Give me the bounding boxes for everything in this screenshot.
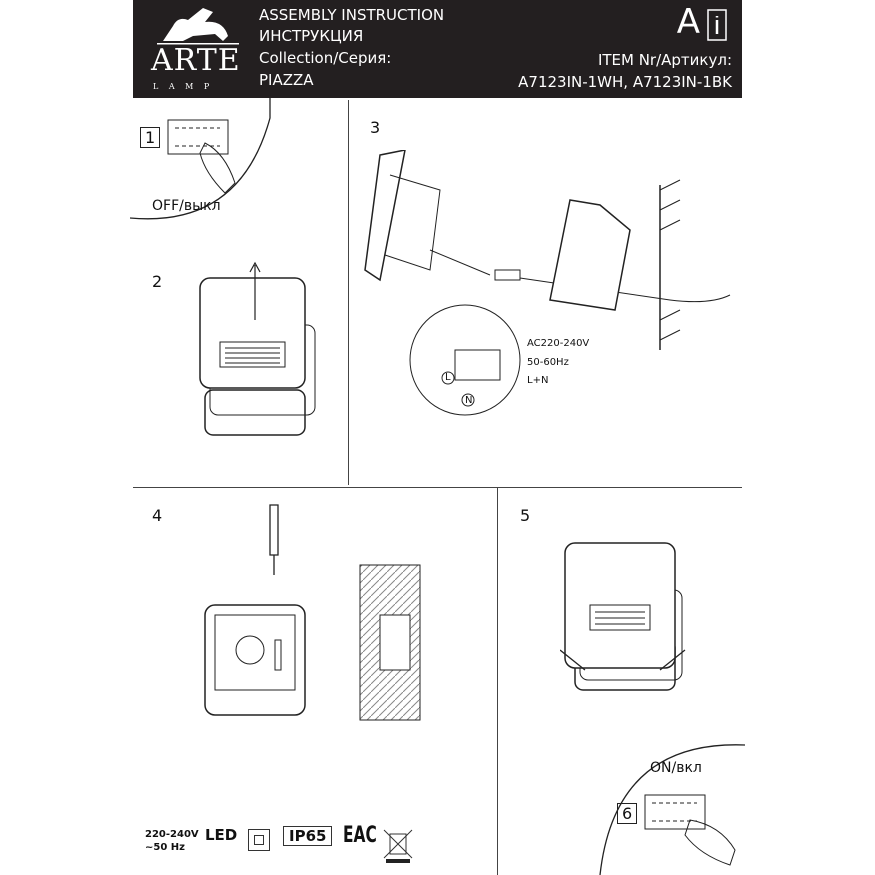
title-ru: ИНСТРУКЦИЯ [259,27,364,45]
step-number-4: 4 [152,506,163,525]
title-en: ASSEMBLY INSTRUCTION [259,6,445,24]
wiring-illustration [360,150,740,420]
switch-off-label: OFF/выкл [152,198,221,214]
step-number-1: 1 [140,127,160,148]
mounting-illustration [195,500,445,730]
divider [497,487,498,875]
n-terminal-label: N [465,395,473,406]
frequency-spec: 50-60Hz [527,357,569,368]
eac-mark: EAC [343,823,377,848]
instruction-book-icon [706,6,730,42]
switch-off-illustration [130,98,280,238]
collection-label: Collection/Серия: [259,49,392,67]
step-number-3: 3 [370,118,381,137]
wiring-spec: L+N [527,375,549,386]
l-terminal-label: L [445,372,451,383]
step-number-6: 6 [617,803,637,824]
item-label: ITEM Nr/Артикул: [597,51,732,69]
brand-sub: L A M P [153,82,214,91]
class-ii-icon [248,829,270,851]
step-number-5: 5 [520,506,531,525]
divider [133,487,742,488]
switch-on-label: ON/вкл [650,760,702,776]
voltage-spec: AC220-240V [527,338,590,349]
brand-logo: ARTE [151,43,241,78]
cover-install-illustration [560,540,690,695]
divider [348,100,349,485]
griffin-logo-icon [153,6,243,46]
footer-voltage: 220-240V [145,829,199,840]
cover-removal-illustration [195,260,320,440]
language-letter: A [676,2,700,42]
weee-bin-icon [382,828,414,864]
footer-frequency: ~50 Hz [145,842,185,853]
led-label: LED [205,826,238,844]
step-number-2: 2 [152,272,163,291]
collection-name: PIAZZA [259,71,314,89]
ip-rating-badge: IP65 [283,826,332,846]
item-numbers: A7123IN-1WH, A7123IN-1BK [518,73,732,91]
header-banner [133,0,742,98]
